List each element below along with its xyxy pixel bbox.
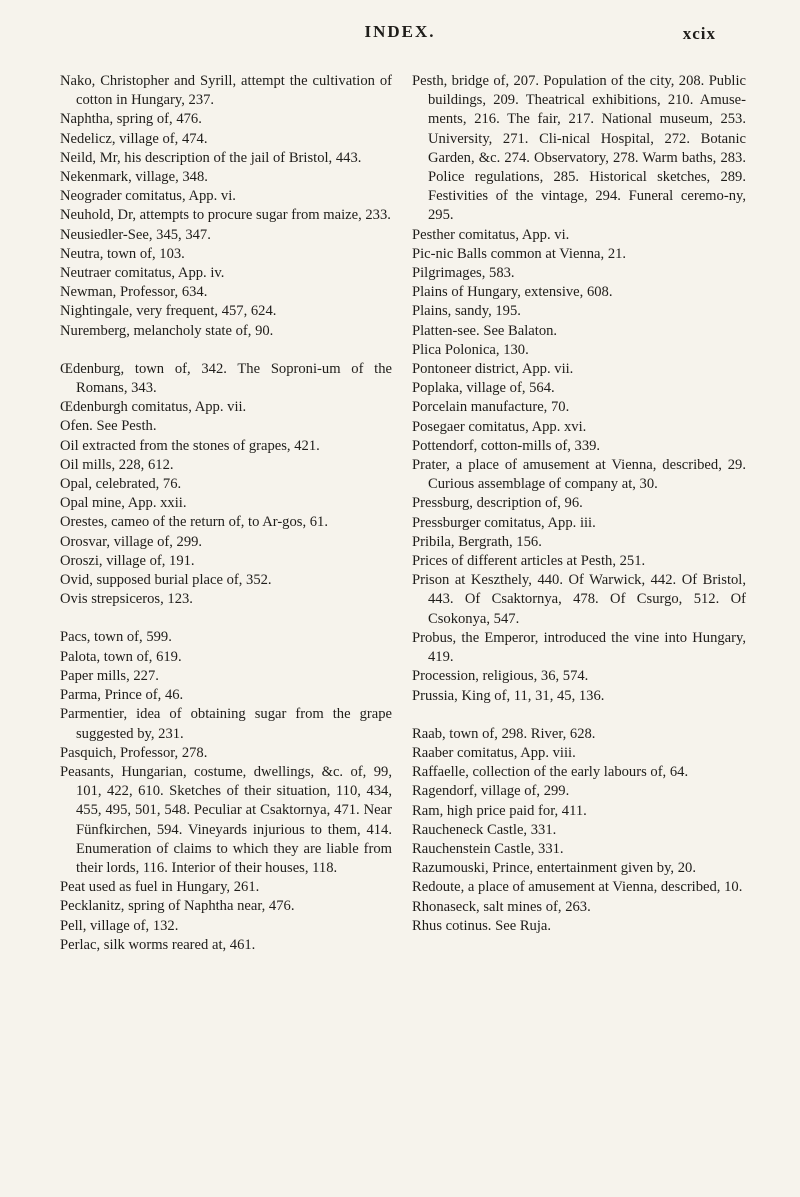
index-entry: Nuremberg, melancholy state of, 90. — [60, 322, 274, 339]
index-entry: Ofen. See Pesth. — [60, 418, 157, 435]
index-entry: Ragendorf, village of, 299. — [412, 783, 570, 800]
index-entry: Newman, Professor, 634. — [60, 284, 208, 301]
index-entry: Neuhold, Dr, attempts to procure sugar from maize, 233. — [60, 207, 391, 224]
index-entry: Raucheneck Castle, 331. — [412, 821, 557, 838]
index-entry: Pressburger comitatus, App. iii. — [412, 514, 596, 531]
index-entry: Peasants, Hungarian, costume, dwellings, &c. of, 99, 101, 422, 610. Sketches of their situation, 110, 434, 455, 495, 501, 548. Peculiar at Csaktornya, 471. Near Fünfkirchen, 594. Vineyards injurious to them, 414. Enumeration of claims to which they are liable from their lords, 116. Interior of their houses, 118. — [60, 763, 392, 876]
index-entry: Poplaka, village of, 564. — [412, 380, 555, 397]
index-entry: Raaber comitatus, App. viii. — [412, 744, 576, 761]
index-entry: Plains of Hungary, extensive, 608. — [412, 284, 613, 301]
index-entry: Pell, village of, 132. — [60, 917, 179, 934]
index-entry: Opal, celebrated, 76. — [60, 476, 182, 493]
index-entry: Ovid, supposed burial place of, 352. — [60, 572, 272, 589]
index-entry: Rhus cotinus. See Ruja. — [412, 917, 552, 934]
index-entry: Nedelicz, village of, 474. — [60, 130, 208, 147]
page-header — [0, 22, 800, 52]
section-gap — [412, 706, 746, 725]
index-entry: Probus, the Emperor, introduced the vine into Hungary, 419. — [412, 629, 746, 666]
index-entry: Prater, a place of amusement at Vienna, described, 29. Curious assemblage of company at, 30. — [412, 457, 746, 493]
index-entry: Raffaelle, collection of the early labours of, 64. — [412, 764, 689, 781]
index-entry: Redoute, a place of amusement at Vienna, described, 10. — [412, 879, 743, 896]
index-entry: Parma, Prince of, 46. — [60, 687, 184, 704]
index-entry: Oil mills, 228, 612. — [60, 456, 174, 473]
index-entry: Pacs, town of, 599. — [60, 629, 172, 646]
index-entry: Pesth, bridge of, 207. Population of the city, 208. Public buildings, 209. Theatrical exhibitions, 210. Amuse-ments, 216. The fair, 217. National museum, 253. University, 271. Cli-nical Hospital, 272. Botanic Garden, &c. 274. Observatory, 278. Warm baths, 283. Police regulations, 285. Historical sketches, 289. Festivities of the vintage, 294. Funeral ceremo-ny, 295. — [412, 73, 746, 224]
index-entry: Perlac, silk worms reared at, 461. — [60, 936, 256, 953]
index-entry: Neograder comitatus, App. vi. — [60, 188, 236, 205]
index-entry: Paper mills, 227. — [60, 667, 159, 684]
index-entry: Porcelain manufacture, 70. — [412, 399, 570, 416]
index-entry: Prison at Keszthely, 440. Of Warwick, 442. Of Bristol, 443. Of Csaktornya, 478. Of Csurgo, 512. Of Csokonya, 547. — [412, 572, 746, 627]
index-entry: Ram, high price paid for, 411. — [412, 802, 587, 819]
index-entry: Procession, religious, 36, 574. — [412, 668, 589, 685]
index-entry: Nightingale, very frequent, 457, 624. — [60, 303, 277, 320]
index-entry: Pecklanitz, spring of Naphtha near, 476. — [60, 898, 295, 915]
index-entry: Neutraer comitatus, App. iv. — [60, 265, 225, 282]
index-entry: Posegaer comitatus, App. xvi. — [412, 418, 587, 435]
index-entry: Oroszi, village of, 191. — [60, 552, 195, 569]
running-title: INDEX. — [364, 22, 436, 41]
index-entry: Razumouski, Prince, entertainment given by, 20. — [412, 860, 696, 877]
index-entry: Orestes, cameo of the return of, to Ar-gos, 61. — [60, 514, 328, 531]
index-entry: Rauchenstein Castle, 331. — [412, 840, 564, 857]
index-entry: Nako, Christopher and Syrill, attempt the cultivation of cotton in Hungary, 237. — [60, 73, 392, 109]
index-entry: Pic-nic Balls common at Vienna, 21. — [412, 245, 627, 262]
page-number: xcix — [682, 24, 716, 43]
index-entry: Orosvar, village of, 299. — [60, 533, 203, 550]
index-entry: Pesther comitatus, App. vi. — [412, 226, 570, 243]
index-entry: Œdenburgh comitatus, App. vii. — [60, 399, 247, 416]
index-entry: Œdenburg, town of, 342. The Soproni-um of the Romans, 343. — [60, 360, 392, 397]
index-entry: Opal mine, App. xxii. — [60, 495, 187, 512]
index-entry: Pasquich, Professor, 278. — [60, 744, 208, 761]
index-entry: Raab, town of, 298. River, 628. — [412, 725, 596, 742]
section-gap — [60, 341, 392, 360]
index-entry: Pilgrimages, 583. — [412, 265, 515, 282]
index-entry: Naphtha, spring of, 476. — [60, 111, 202, 128]
index-entry: Oil extracted from the stones of grapes, 421. — [60, 437, 320, 454]
index-entry: Neutra, town of, 103. — [60, 245, 185, 262]
index-entry: Pribila, Bergrath, 156. — [412, 533, 542, 550]
index-column-left — [60, 72, 392, 955]
index-entry: Nekenmark, village, 348. — [60, 169, 208, 186]
index-entry: Peat used as fuel in Hungary, 261. — [60, 879, 260, 896]
index-entry: Neusiedler-See, 345, 347. — [60, 226, 211, 243]
index-entry: Platten-see. See Balaton. — [412, 322, 558, 339]
index-entry: Prices of different articles at Pesth, 251. — [412, 553, 646, 570]
index-entry: Plains, sandy, 195. — [412, 303, 521, 320]
index-entry: Palota, town of, 619. — [60, 648, 182, 665]
index-column-right — [412, 72, 746, 936]
index-entry: Neild, Mr, his description of the jail of Bristol, 443. — [60, 149, 362, 166]
index-entry: Parmentier, idea of obtaining sugar from the grape suggested by, 231. — [60, 706, 392, 742]
index-entry: Pottendorf, cotton-mills of, 339. — [412, 437, 601, 454]
index-entry: Plica Polonica, 130. — [412, 341, 529, 358]
index-entry: Rhonaseck, salt mines of, 263. — [412, 898, 591, 915]
index-entry: Prussia, King of, 11, 31, 45, 136. — [412, 687, 605, 704]
index-entry: Pressburg, description of, 96. — [412, 495, 583, 512]
section-gap — [60, 609, 392, 628]
index-entry: Ovis strepsiceros, 123. — [60, 591, 193, 608]
index-entry: Pontoneer district, App. vii. — [412, 361, 574, 378]
